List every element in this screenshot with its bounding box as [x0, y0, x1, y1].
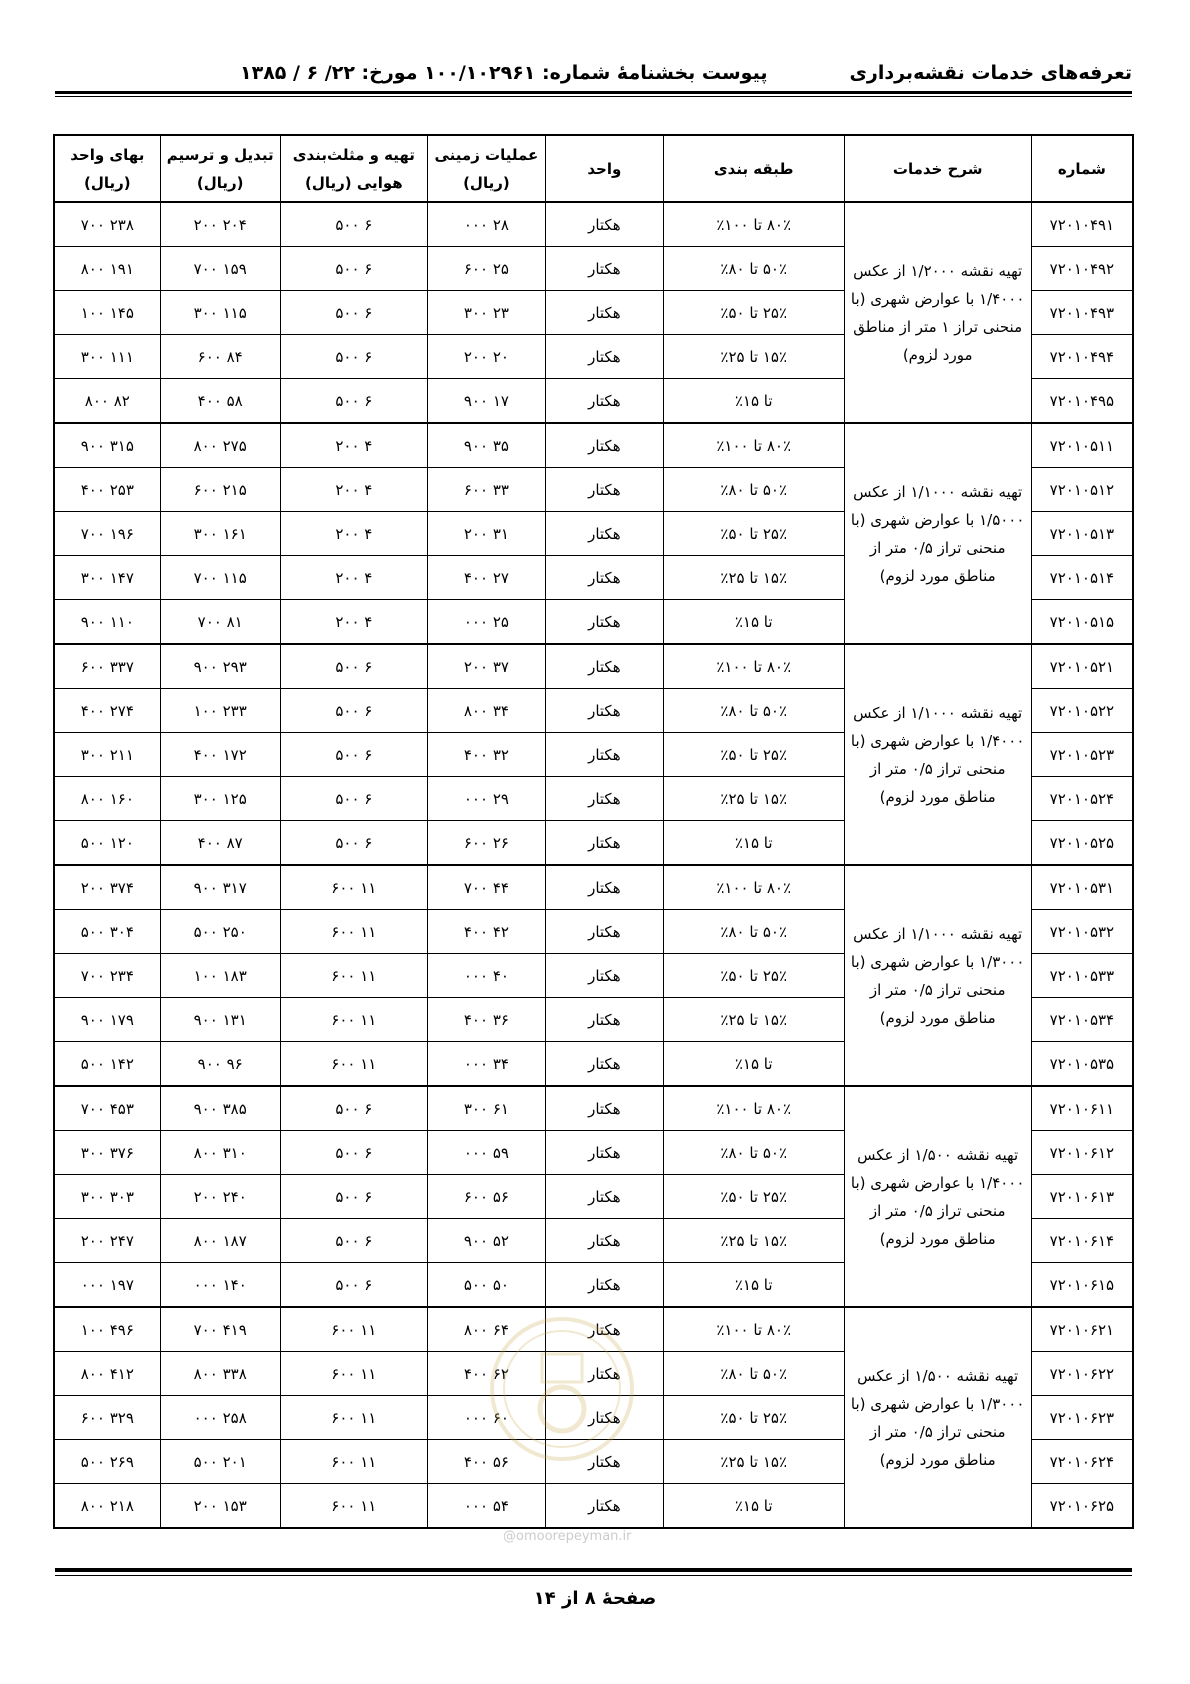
cell-draw: ۱۶۱ ۳۰۰ [160, 512, 280, 556]
cell-class: ۱۵٪ تا ۲۵٪ [663, 998, 844, 1042]
cell-unit-price: ۲۳۸ ۷۰۰ [54, 202, 160, 247]
cell-unit: هکتار [545, 468, 663, 512]
cell-aerial: ۶ ۵۰۰ [280, 644, 427, 689]
cell-ground: ۶۴ ۸۰۰ [427, 1307, 545, 1352]
cell-draw: ۱۸۷ ۸۰۰ [160, 1219, 280, 1263]
cell-class: ۸۰٪ تا ۱۰۰٪ [663, 865, 844, 910]
header-unit: واحد [545, 135, 663, 202]
header-aerial: تهیه و مثلث‌بندی هوایی (ریال) [280, 135, 427, 202]
cell-code: ۷۲۰۱۰۴۹۱ [1031, 202, 1133, 247]
cell-code: ۷۲۰۱۰۵۳۳ [1031, 954, 1133, 998]
cell-ground: ۵۶ ۶۰۰ [427, 1175, 545, 1219]
cell-draw: ۱۷۲ ۴۰۰ [160, 733, 280, 777]
cell-class: ۲۵٪ تا ۵۰٪ [663, 512, 844, 556]
cell-class: ۵۰٪ تا ۸۰٪ [663, 1352, 844, 1396]
cell-code: ۷۲۰۱۰۵۱۱ [1031, 423, 1133, 468]
cell-code: ۷۲۰۱۰۵۱۵ [1031, 600, 1133, 645]
cell-draw: ۲۰۱ ۵۰۰ [160, 1440, 280, 1484]
cell-unit-price: ۲۱۸ ۸۰۰ [54, 1484, 160, 1529]
cell-aerial: ۴ ۲۰۰ [280, 468, 427, 512]
cell-code: ۷۲۰۱۰۵۳۱ [1031, 865, 1133, 910]
cell-aerial: ۶ ۵۰۰ [280, 202, 427, 247]
cell-draw: ۲۰۴ ۲۰۰ [160, 202, 280, 247]
cell-aerial: ۱۱ ۶۰۰ [280, 1042, 427, 1087]
cell-unit-price: ۳۱۵ ۹۰۰ [54, 423, 160, 468]
table-row [54, 1086, 1133, 1131]
cell-ground: ۵۲ ۹۰۰ [427, 1219, 545, 1263]
cell-unit: هکتار [545, 1352, 663, 1396]
cell-code: ۷۲۰۱۰۵۲۴ [1031, 777, 1133, 821]
cell-class: ۵۰٪ تا ۸۰٪ [663, 468, 844, 512]
cell-aerial: ۶ ۵۰۰ [280, 379, 427, 424]
cell-ground: ۲۵ ۰۰۰ [427, 600, 545, 645]
cell-draw: ۲۵۸ ۰۰۰ [160, 1396, 280, 1440]
cell-unit-price: ۲۶۹ ۵۰۰ [54, 1440, 160, 1484]
cell-unit-price: ۴۱۲ ۸۰۰ [54, 1352, 160, 1396]
header-rule-thick [55, 91, 1132, 94]
cell-unit-price: ۴۵۳ ۷۰۰ [54, 1086, 160, 1131]
cell-draw: ۳۳۸ ۸۰۰ [160, 1352, 280, 1396]
cell-code: ۷۲۰۱۰۶۲۲ [1031, 1352, 1133, 1396]
page-number: صفحهٔ ۸ از ۱۴ [533, 1588, 657, 1609]
cell-unit: هکتار [545, 512, 663, 556]
cell-draw: ۱۲۵ ۳۰۰ [160, 777, 280, 821]
cell-unit: هکتار [545, 689, 663, 733]
cell-aerial: ۶ ۵۰۰ [280, 733, 427, 777]
cell-description: تهیه نقشه ۱/۱۰۰۰ از عکس ۱/۳۰۰۰ با عوارض شهری (با منحنی تراز ۰/۵ متر از مناطق مورد لزوم) [844, 865, 1031, 1086]
cell-code: ۷۲۰۱۰۶۲۵ [1031, 1484, 1133, 1529]
cell-class: ۱۵٪ تا ۲۵٪ [663, 335, 844, 379]
cell-unit-price: ۱۶۰ ۸۰۰ [54, 777, 160, 821]
circular-reference: پیوست بخشنامهٔ شماره: ۱۰۰/۱۰۲۹۶۱ مورخ: ۲۲/ ۶ / ۱۳۸۵ [240, 62, 768, 84]
cell-aerial: ۶ ۵۰۰ [280, 291, 427, 335]
footer-rule-thick [55, 1568, 1132, 1572]
header-draw: تبدیل و ترسیم (ریال) [160, 135, 280, 202]
cell-code: ۷۲۰۱۰۵۳۴ [1031, 998, 1133, 1042]
cell-unit-price: ۸۲ ۸۰۰ [54, 379, 160, 424]
cell-class: ۲۵٪ تا ۵۰٪ [663, 733, 844, 777]
cell-unit: هکتار [545, 600, 663, 645]
cell-unit: هکتار [545, 1263, 663, 1308]
cell-class: ۱۵٪ تا ۲۵٪ [663, 1219, 844, 1263]
cell-draw: ۳۱۷ ۹۰۰ [160, 865, 280, 910]
cell-class: ۵۰٪ تا ۸۰٪ [663, 689, 844, 733]
cell-class: ۱۵٪ تا ۲۵٪ [663, 777, 844, 821]
cell-class: تا ۱۵٪ [663, 379, 844, 424]
cell-unit: هکتار [545, 1307, 663, 1352]
cell-ground: ۳۶ ۴۰۰ [427, 998, 545, 1042]
cell-ground: ۳۴ ۸۰۰ [427, 689, 545, 733]
cell-unit: هکتار [545, 556, 663, 600]
cell-class: ۱۵٪ تا ۲۵٪ [663, 1440, 844, 1484]
cell-code: ۷۲۰۱۰۴۹۳ [1031, 291, 1133, 335]
cell-ground: ۳۷ ۲۰۰ [427, 644, 545, 689]
cell-ground: ۲۶ ۶۰۰ [427, 821, 545, 866]
header-class: طبقه بندی [663, 135, 844, 202]
cell-description: تهیه نقشه ۱/۱۰۰۰ از عکس ۱/۵۰۰۰ با عوارض شهری (با منحنی تراز ۰/۵ متر از مناطق مورد لزوم) [844, 423, 1031, 644]
cell-draw: ۲۵۰ ۵۰۰ [160, 910, 280, 954]
cell-draw: ۲۷۵ ۸۰۰ [160, 423, 280, 468]
cell-ground: ۶۰ ۰۰۰ [427, 1396, 545, 1440]
cell-class: ۲۵٪ تا ۵۰٪ [663, 1396, 844, 1440]
cell-unit-price: ۲۵۳ ۴۰۰ [54, 468, 160, 512]
cell-unit: هکتار [545, 910, 663, 954]
cell-class: ۵۰٪ تا ۸۰٪ [663, 910, 844, 954]
cell-class: ۸۰٪ تا ۱۰۰٪ [663, 1086, 844, 1131]
cell-draw: ۳۸۵ ۹۰۰ [160, 1086, 280, 1131]
cell-class: تا ۱۵٪ [663, 821, 844, 866]
cell-ground: ۲۰ ۲۰۰ [427, 335, 545, 379]
cell-draw: ۵۸ ۴۰۰ [160, 379, 280, 424]
cell-unit: هکتار [545, 423, 663, 468]
cell-unit-price: ۱۴۲ ۵۰۰ [54, 1042, 160, 1087]
cell-code: ۷۲۰۱۰۶۱۲ [1031, 1131, 1133, 1175]
cell-code: ۷۲۰۱۰۵۲۵ [1031, 821, 1133, 866]
cell-aerial: ۶ ۵۰۰ [280, 335, 427, 379]
cell-code: ۷۲۰۱۰۵۱۴ [1031, 556, 1133, 600]
cell-unit-price: ۲۷۴ ۴۰۰ [54, 689, 160, 733]
cell-unit: هکتار [545, 1396, 663, 1440]
cell-unit: هکتار [545, 1219, 663, 1263]
cell-unit: هکتار [545, 733, 663, 777]
cell-description: تهیه نقشه ۱/۱۰۰۰ از عکس ۱/۴۰۰۰ با عوارض شهری (با منحنی تراز ۰/۵ متر از مناطق مورد لزوم) [844, 644, 1031, 865]
cell-unit-price: ۳۲۹ ۶۰۰ [54, 1396, 160, 1440]
cell-unit-price: ۲۱۱ ۳۰۰ [54, 733, 160, 777]
cell-ground: ۵۶ ۴۰۰ [427, 1440, 545, 1484]
cell-draw: ۱۵۳ ۲۰۰ [160, 1484, 280, 1529]
cell-draw: ۱۱۵ ۳۰۰ [160, 291, 280, 335]
cell-unit: هکتار [545, 247, 663, 291]
cell-code: ۷۲۰۱۰۵۳۲ [1031, 910, 1133, 954]
cell-draw: ۲۹۳ ۹۰۰ [160, 644, 280, 689]
cell-draw: ۱۴۰ ۰۰۰ [160, 1263, 280, 1308]
cell-unit: هکتار [545, 865, 663, 910]
cell-class: تا ۱۵٪ [663, 1042, 844, 1087]
cell-ground: ۱۷ ۹۰۰ [427, 379, 545, 424]
cell-code: ۷۲۰۱۰۶۱۳ [1031, 1175, 1133, 1219]
cell-aerial: ۱۱ ۶۰۰ [280, 998, 427, 1042]
table-header-row [54, 135, 1133, 202]
cell-draw: ۹۶ ۹۰۰ [160, 1042, 280, 1087]
header-ground: عملیات زمینی (ریال) [427, 135, 545, 202]
cell-code: ۷۲۰۱۰۶۲۳ [1031, 1396, 1133, 1440]
cell-ground: ۲۵ ۶۰۰ [427, 247, 545, 291]
cell-aerial: ۱۱ ۶۰۰ [280, 1396, 427, 1440]
table-row [54, 423, 1133, 468]
cell-code: ۷۲۰۱۰۵۲۱ [1031, 644, 1133, 689]
cell-code: ۷۲۰۱۰۶۲۴ [1031, 1440, 1133, 1484]
cell-aerial: ۴ ۲۰۰ [280, 556, 427, 600]
cell-class: ۸۰٪ تا ۱۰۰٪ [663, 1307, 844, 1352]
cell-draw: ۴۱۹ ۷۰۰ [160, 1307, 280, 1352]
cell-class: ۵۰٪ تا ۸۰٪ [663, 1131, 844, 1175]
page-header [55, 62, 1132, 92]
cell-ground: ۵۰ ۵۰۰ [427, 1263, 545, 1308]
cell-ground: ۴۰ ۰۰۰ [427, 954, 545, 998]
cell-code: ۷۲۰۱۰۶۱۱ [1031, 1086, 1133, 1131]
cell-code: ۷۲۰۱۰۵۲۳ [1031, 733, 1133, 777]
header-rule-thin [55, 96, 1132, 97]
cell-code: ۷۲۰۱۰۴۹۵ [1031, 379, 1133, 424]
cell-unit-price: ۳۰۴ ۵۰۰ [54, 910, 160, 954]
cell-unit: هکتار [545, 1042, 663, 1087]
cell-aerial: ۱۱ ۶۰۰ [280, 1352, 427, 1396]
cell-aerial: ۶ ۵۰۰ [280, 247, 427, 291]
cell-aerial: ۶ ۵۰۰ [280, 1086, 427, 1131]
watermark-seal-icon [487, 1314, 637, 1464]
cell-unit-price: ۲۴۷ ۲۰۰ [54, 1219, 160, 1263]
cell-description: تهیه نقشه ۱/۵۰۰ از عکس ۱/۴۰۰۰ با عوارض شهری (با منحنی تراز ۰/۵ متر از مناطق مورد لزوم) [844, 1086, 1031, 1307]
cell-unit: هکتار [545, 821, 663, 866]
cell-unit: هکتار [545, 335, 663, 379]
cell-unit-price: ۱۷۹ ۹۰۰ [54, 998, 160, 1042]
cell-ground: ۲۹ ۰۰۰ [427, 777, 545, 821]
cell-unit-price: ۴۹۶ ۱۰۰ [54, 1307, 160, 1352]
cell-unit-price: ۳۷۴ ۲۰۰ [54, 865, 160, 910]
cell-unit: هکتار [545, 644, 663, 689]
cell-unit: هکتار [545, 1440, 663, 1484]
cell-code: ۷۲۰۱۰۵۳۵ [1031, 1042, 1133, 1087]
cell-aerial: ۱۱ ۶۰۰ [280, 910, 427, 954]
cell-ground: ۳۳ ۶۰۰ [427, 468, 545, 512]
cell-class: تا ۱۵٪ [663, 1484, 844, 1529]
cell-aerial: ۶ ۵۰۰ [280, 689, 427, 733]
cell-aerial: ۴ ۲۰۰ [280, 512, 427, 556]
cell-aerial: ۶ ۵۰۰ [280, 1219, 427, 1263]
cell-class: ۱۵٪ تا ۲۵٪ [663, 556, 844, 600]
cell-unit-price: ۱۱۱ ۳۰۰ [54, 335, 160, 379]
cell-draw: ۸۷ ۴۰۰ [160, 821, 280, 866]
cell-aerial: ۶ ۵۰۰ [280, 1131, 427, 1175]
cell-unit-price: ۱۲۰ ۵۰۰ [54, 821, 160, 866]
cell-ground: ۵۹ ۰۰۰ [427, 1131, 545, 1175]
cell-ground: ۳۴ ۰۰۰ [427, 1042, 545, 1087]
cell-unit-price: ۱۴۷ ۳۰۰ [54, 556, 160, 600]
header-code: شماره [1031, 135, 1133, 202]
cell-aerial: ۶ ۵۰۰ [280, 1263, 427, 1308]
cell-unit-price: ۳۳۷ ۶۰۰ [54, 644, 160, 689]
cell-aerial: ۴ ۲۰۰ [280, 600, 427, 645]
cell-draw: ۲۴۰ ۲۰۰ [160, 1175, 280, 1219]
cell-ground: ۴۴ ۷۰۰ [427, 865, 545, 910]
cell-unit-price: ۳۰۳ ۳۰۰ [54, 1175, 160, 1219]
cell-draw: ۸۴ ۶۰۰ [160, 335, 280, 379]
cell-unit: هکتار [545, 379, 663, 424]
cell-description: تهیه نقشه ۱/۲۰۰۰ از عکس ۱/۴۰۰۰ با عوارض شهری (با منحنی تراز ۱ متر از مناطق مورد لزوم) [844, 202, 1031, 423]
cell-unit: هکتار [545, 202, 663, 247]
cell-aerial: ۱۱ ۶۰۰ [280, 954, 427, 998]
cell-unit-price: ۳۷۶ ۳۰۰ [54, 1131, 160, 1175]
cell-code: ۷۲۰۱۰۵۱۳ [1031, 512, 1133, 556]
cell-code: ۷۲۰۱۰۶۲۱ [1031, 1307, 1133, 1352]
cell-aerial: ۴ ۲۰۰ [280, 423, 427, 468]
cell-unit-price: ۱۹۷ ۰۰۰ [54, 1263, 160, 1308]
cell-ground: ۶۱ ۳۰۰ [427, 1086, 545, 1131]
cell-ground: ۳۵ ۹۰۰ [427, 423, 545, 468]
table-row [54, 202, 1133, 247]
header-unit-price: بهای واحد (ریال) [54, 135, 160, 202]
cell-aerial: ۶ ۵۰۰ [280, 821, 427, 866]
cell-class: ۸۰٪ تا ۱۰۰٪ [663, 423, 844, 468]
cell-unit: هکتار [545, 1175, 663, 1219]
cell-draw: ۱۸۳ ۱۰۰ [160, 954, 280, 998]
cell-class: ۸۰٪ تا ۱۰۰٪ [663, 202, 844, 247]
footer-rule-thin [55, 1575, 1132, 1576]
cell-unit: هکتار [545, 1131, 663, 1175]
cell-draw: ۲۱۵ ۶۰۰ [160, 468, 280, 512]
cell-aerial: ۶ ۵۰۰ [280, 777, 427, 821]
cell-class: ۲۵٪ تا ۵۰٪ [663, 291, 844, 335]
cell-code: ۷۲۰۱۰۵۱۲ [1031, 468, 1133, 512]
cell-class: ۲۵٪ تا ۵۰٪ [663, 1175, 844, 1219]
cell-code: ۷۲۰۱۰۶۱۴ [1031, 1219, 1133, 1263]
cell-aerial: ۱۱ ۶۰۰ [280, 1307, 427, 1352]
cell-draw: ۸۱ ۷۰۰ [160, 600, 280, 645]
document-title: تعرفه‌های خدمات نقشه‌برداری [849, 62, 1132, 84]
cell-unit: هکتار [545, 777, 663, 821]
cell-ground: ۲۸ ۰۰۰ [427, 202, 545, 247]
header-description: شرح خدمات [844, 135, 1031, 202]
cell-ground: ۳۱ ۲۰۰ [427, 512, 545, 556]
cell-ground: ۳۲ ۴۰۰ [427, 733, 545, 777]
cell-unit: هکتار [545, 954, 663, 998]
cell-class: ۲۵٪ تا ۵۰٪ [663, 954, 844, 998]
cell-aerial: ۶ ۵۰۰ [280, 1175, 427, 1219]
cell-class: ۵۰٪ تا ۸۰٪ [663, 247, 844, 291]
cell-unit: هکتار [545, 998, 663, 1042]
cell-ground: ۲۷ ۴۰۰ [427, 556, 545, 600]
cell-ground: ۵۴ ۰۰۰ [427, 1484, 545, 1529]
table-row [54, 644, 1133, 689]
cell-draw: ۳۱۰ ۸۰۰ [160, 1131, 280, 1175]
cell-description: تهیه نقشه ۱/۵۰۰ از عکس ۱/۳۰۰۰ با عوارض شهری (با منحنی تراز ۰/۵ متر از مناطق مورد لزوم) [844, 1307, 1031, 1528]
cell-aerial: ۱۱ ۶۰۰ [280, 1484, 427, 1529]
cell-class: تا ۱۵٪ [663, 1263, 844, 1308]
cell-unit-price: ۱۴۵ ۱۰۰ [54, 291, 160, 335]
cell-unit-price: ۱۱۰ ۹۰۰ [54, 600, 160, 645]
cell-draw: ۱۳۱ ۹۰۰ [160, 998, 280, 1042]
cell-aerial: ۱۱ ۶۰۰ [280, 1440, 427, 1484]
cell-unit-price: ۱۹۱ ۸۰۰ [54, 247, 160, 291]
cell-code: ۷۲۰۱۰۵۲۲ [1031, 689, 1133, 733]
cell-ground: ۴۲ ۴۰۰ [427, 910, 545, 954]
cell-aerial: ۱۱ ۶۰۰ [280, 865, 427, 910]
cell-unit-price: ۲۳۴ ۷۰۰ [54, 954, 160, 998]
table-row [54, 865, 1133, 910]
cell-ground: ۶۲ ۴۰۰ [427, 1352, 545, 1396]
cell-ground: ۲۳ ۳۰۰ [427, 291, 545, 335]
cell-draw: ۱۱۵ ۷۰۰ [160, 556, 280, 600]
cell-class: تا ۱۵٪ [663, 600, 844, 645]
cell-code: ۷۲۰۱۰۴۹۴ [1031, 335, 1133, 379]
cell-unit: هکتار [545, 1484, 663, 1529]
cell-draw: ۲۳۳ ۱۰۰ [160, 689, 280, 733]
watermark-site: @omoorepeyman.ir [503, 1529, 632, 1544]
cell-unit-price: ۱۹۶ ۷۰۰ [54, 512, 160, 556]
cell-unit: هکتار [545, 291, 663, 335]
cell-code: ۷۲۰۱۰۴۹۲ [1031, 247, 1133, 291]
cell-class: ۸۰٪ تا ۱۰۰٪ [663, 644, 844, 689]
cell-unit: هکتار [545, 1086, 663, 1131]
cell-code: ۷۲۰۱۰۶۱۵ [1031, 1263, 1133, 1308]
cell-draw: ۱۵۹ ۷۰۰ [160, 247, 280, 291]
